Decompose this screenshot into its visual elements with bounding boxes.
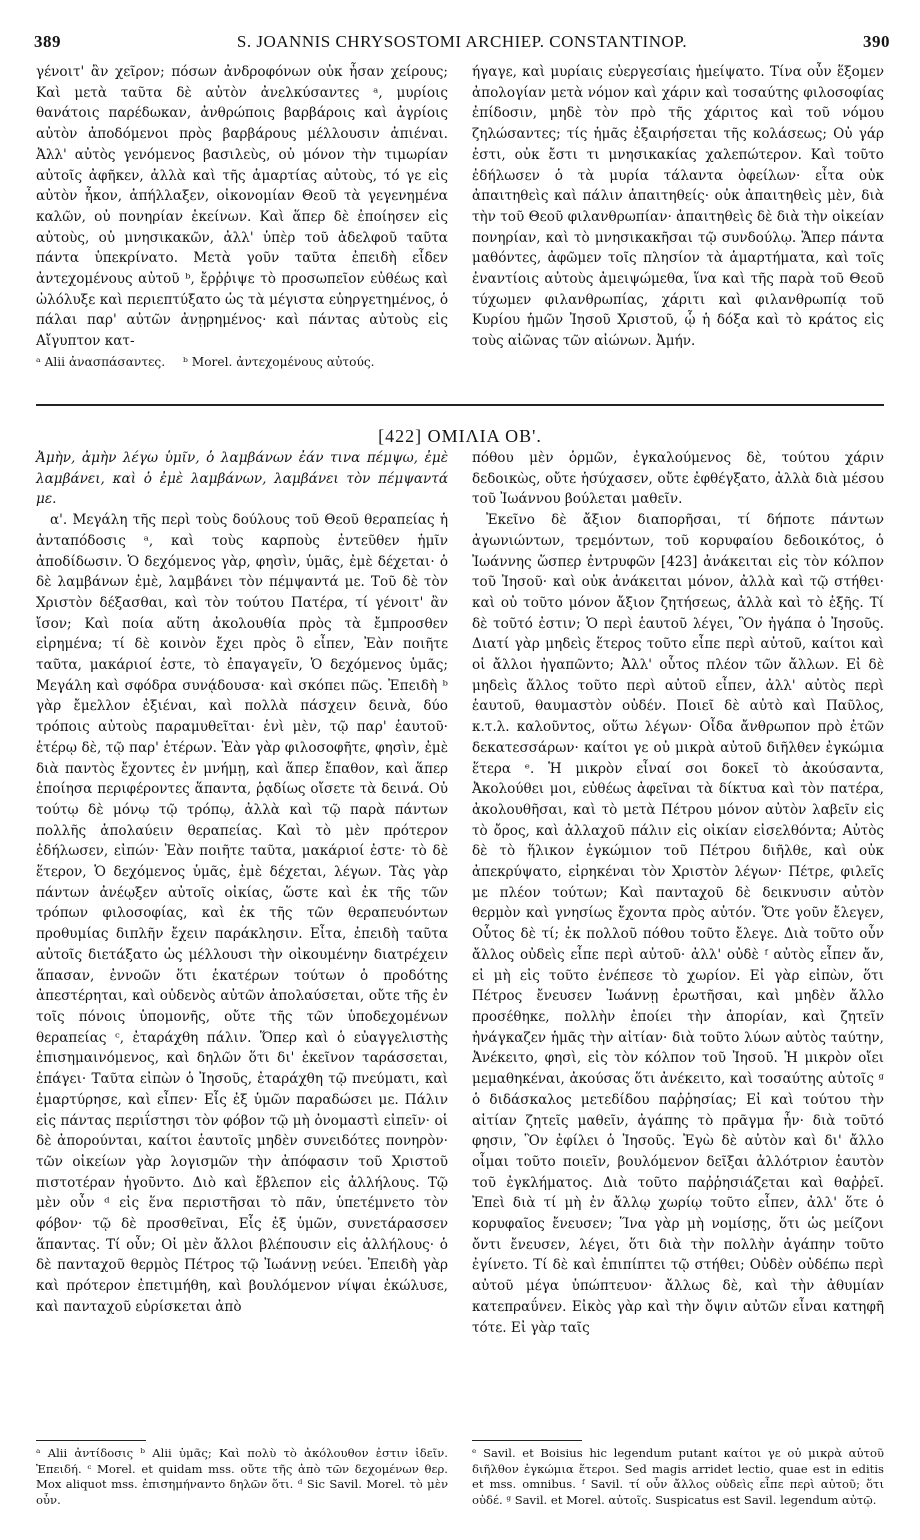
paragraph: α'. Μεγάλη τῆς περὶ τοὺς δούλους τοῦ Θεοῦ θεραπείας ἡ ἀνταπόδοσις ᵃ, καὶ τοὺς καρποὺς ἐντεῦθεν ἡμῖν ἀποδίδωσιν. Ὁ δεχόμενος γὰρ, φησὶν, ὑμᾶς, ἐμὲ δέχεται· ὁ δὲ λαμβάνων ἐμὲ, λαμβάνει τὸν πέμψαντά με. Τοῦ δὲ τὸν Χριστὸν δέξασθαι, καὶ τὸν τούτου Πατέρα, τί γένοιτ' ἂν ἴσον; Καὶ ποία αὕτη ἀκολουθία πρὸς τὰ ἔμπροσθεν εἰρημένα; τί δὲ κοινὸν ἔχει πρὸς ὃ εἶπεν, Ἐὰν ποιῆτε ταῦτα, μακάριοί ἐστε, τὸ ἐπαγαγεῖν, Ὁ δεχόμενος ὑμᾶς; Μεγάλη καὶ σφόδρα συνᾴδουσα· καὶ σκόπει πῶς. Ἐπειδὴ ᵇ γὰρ ἔμελλον ἐξιέναι, καὶ πολλὰ πάσχειν δεινὰ, δύο τρόποις αὐτοὺς παραμυθεῖται· ἑνὶ μὲν, τῷ παρ' ἑαυτοῦ· ἑτέρῳ δὲ, τῷ παρ' ἑτέρων. Ἐὰν γὰρ φιλοσοφῆτε, φησὶν, ἐμὲ διὰ παντὸς ἔχοντες ἐν μνήμῃ, καὶ ἅπερ ἔπαθον, καὶ ἅπερ ἐποίησα περιφέροντες ἅπαντα, ῥᾳδίως οἴσετε τὰ δεινά. Οὐ τούτῳ δὲ μόνῳ τῷ τρόπῳ, ἀλλὰ καὶ τῷ παρὰ πάντων πολλῆς ἀπολαύειν θεραπείας. Καὶ τὸ μὲν πρότερον ἐδήλωσεν, εἰπών· Ἐὰν ποιῆτε ταῦτα, μακάριοί ἐστε· τὸ δὲ ἕτερον, Ὁ δεχόμενος ὑμᾶς, ἐμὲ δέχεται, λέγων. Τὰς γὰρ πάντων ἀνέῳξεν αὐτοῖς οἰκίας, ὥστε καὶ ἐκ τῆς τῶν τρόπων φιλοσοφίας, καὶ ἐκ τῆς τῶν θεραπευόντων προθυμίας διπλῆν ἔχειν παράκλησιν. Εἶτα, ἐπειδὴ ταῦτα αὐτοῖς διετάξατο ὡς μέλλουσι τὴν οἰκουμένην διατρέχειν ἅπασαν, ἐννοῶν ὅτι ἑκατέρων τούτων ὁ προδότης ἀπεστέρηται, καὶ οὐδενὸς αὐτῶν ἀπολαύσεται, οὔτε τῆς ἐν τοῖς πόνοις ὑπομονῆς, οὔτε τῆς τῶν ὑποδεχομένων θεραπείας ᶜ, ἐταράχθη πάλιν. Ὅπερ καὶ ὁ εὐαγγελιστὴς ἐπισημαινόμενος, καὶ δηλῶν ὅτι δι' ἐκεῖνον ταράσσεται, ἐπάγει· Ταῦτα εἰπὼν ὁ Ἰησοῦς, ἐταράχθη τῷ πνεύματι, καὶ ἐμαρτύρησε, καὶ εἶπεν· Εἷς ἐξ ὑμῶν παραδώσει με. Πάλιν εἰς πάντας περιΐστησι τὸν φόβον τῷ μὴ ὀνομαστὶ εἰπεῖν· οἱ δὲ ἀπορούνται, καίτοι ἑαυτοῖς μηδὲν συνειδότες πονηρὸν· τῶν οἰκείων γὰρ λογισμῶν τὴν ἀπόφασιν τοῦ Χριστοῦ πιστοτέραν ἡγοῦντο. Διὸ καὶ ἔβλεπον εἰς ἀλλήλους. Τῷ μὲν οὖν ᵈ εἰς ἕνα περιστῆσαι τὸ πᾶν, ὑπετέμνετο τὸν φόβον· τῷ δὲ προσθεῖναι, Εἷς ἐξ ὑμῶν, συνετάρασσεν ἅπαντας. Τί οὖν; Οἱ μὲν ἄλλοι βλέπουσιν εἰς ἀλλήλους· ὁ δὲ πανταχοῦ θερμὸς Πέτρος τῷ Ἰωάννῃ νεύει. Ἐπειδὴ γὰρ καὶ πρότερον ἐπετιμήθη, καὶ βουλόμενον νίψαι ἐκώλυσε, καὶ πανταχοῦ εὑρίσκεται ἀπὸ <box>36 512 448 1315</box>
page-header <box>34 32 890 54</box>
paragraph: Ἐκεῖνο δὲ ἄξιον διαπορῆσαι, τί δήποτε πάντων ἀγωνιώντων, τρεμόντων, τοῦ κορυφαίου δεδοικότος, ὁ Ἰωάννης ὥσπερ ἐντρυφῶν [423] ἀνάκειται εἰς τὸν κόλπον τοῦ Ἰησοῦ· καὶ οὐκ ἀνάκειται μόνον, ἀλλὰ καὶ τῷ στήθει· καὶ οὐ τοῦτο μόνον ἄξιον ζητήσεως, ἀλλὰ καὶ τὸ ἑξῆς. Τί δὲ τοῦτό ἐστιν; Ὁ περὶ ἑαυτοῦ λέγει, Ὃν ἠγάπα ὁ Ἰησοῦς. Διατί γὰρ μηδεὶς ἕτερος τοῦτο εἶπε περὶ αὐτοῦ, καίτοι καὶ οἱ ἄλλοι ἠγαπῶντο; Ἀλλ' οὗτος πλέον τῶν ἄλλων. Εἰ δὲ μηδεὶς ἄλλος τοῦτο περὶ αὐτοῦ εἶπεν, ἀλλ' αὐτὸς περὶ ἑαυτοῦ, θαυμαστὸν οὐδέν. Ποιεῖ δὲ αὐτὸ καὶ Παῦλος, κ.τ.λ. καλοῦντος, οὕτω λέγων· Οἶδα ἄνθρωπον πρὸ ἐτῶν δεκατεσσάρων· καίτοι γε οὐ μικρὰ αὐτοῦ διῆλθεν ἐγκώμια ἕτερα ᵉ. Ἡ μικρὸν εἶναί σοι δοκεῖ τὸ ἀκούσαντα, Ἀκολούθει μοι, εὐθέως ἀφεῖναι τὰ δίκτυα καὶ τὸν πατέρα, ἀκολουθῆσαι, καὶ τὸ μετὰ Πέτρου μόνον αὐτὸν λαβεῖν εἰς τὸ ὄρος, καὶ ἀλλαχοῦ πάλιν εἰς οἰκίαν εἰσελθόντα; Αὐτὸς δὲ τὸ ἥλικον ἐγκώμιον τοῦ Πέτρου διῆλθε, καὶ οὐκ ἀπεκρύψατο, εἰρηκέναι τὸν Χριστὸν λέγων· Πέτρε, φιλεῖς με πλέον τούτων; Καὶ πανταχοῦ δὲ δεικνυσιν αὐτὸν θερμὸν καὶ γνησίως ἔχοντα πρὸς αὐτόν. Ὅτε γοῦν ἔλεγεν, Οὗτος δὲ τί; ἐκ πολλοῦ πόθου τοῦτο ἔλεγε. Διὰ τοῦτο οὖν ἄλλος οὐδεὶς εἶπε περὶ αὐτοῦ· ἀλλ' οὐδὲ ᶠ αὐτὸς εἶπεν ἄν, εἰ μὴ εἰς τοῦτο ἐνέπεσε τὸ χωρίον. Εἰ γὰρ εἰπὼν, ὅτι Πέτρος ἔνευσεν Ἰωάννῃ ἐρωτῆσαι, καὶ μηδὲν ἄλλο προσέθηκε, πολλὴν ἐποίει τὴν ἀπορίαν, καὶ ζητεῖν ἠνάγκαζεν ἡμᾶς τὴν αἰτίαν· διὰ τοῦτο λύων αὐτὸς ταύτην, Ἀνέκειτο, φησὶ, εἰς τὸν κόλπον τοῦ Ἰησοῦ. Ἡ μικρὸν οἴει μεμαθηκέναι, ἀκούσας ὅτι ἀνέκειτο, καὶ τοσαύτης αὐτοῖς ᵍ ὁ διδάσκαλος μετεδίδου παῤῥησίας; Εἰ καὶ τούτου τὴν αἰτίαν ζητεῖς μαθεῖν, ἀγάπης τὸ πρᾶγμα ἦν· διὰ τοῦτό φησιν, Ὃν ἐφίλει ὁ Ἰησοῦς. Ἐγὼ δὲ αὐτὸν καὶ δι' ἄλλο οἶμαι τοῦτο ποιεῖν, βουλόμενον δεῖξαι ἀλλότριον ἑαυτὸν τοῦ ἐγκλήματος. Διὰ τοῦτο παῤῥησιάζεται καὶ θαῤῥεῖ. Ἐπεὶ διὰ τί μὴ ἐν ἄλλῳ χωρίῳ τοῦτο εἶπεν, ἀλλ' ὅτε ὁ κορυφαῖος ἔνευσεν; Ἵνα γὰρ μὴ νομίσῃς, ὅτι ὡς μείζονι ὄντι ἔνευσεν, λέγει, ὅτι διὰ τὴν πολλὴν ἀγάπην τοῦτο ἐγίνετο. Τί δὲ καὶ ἐπιπίπτει τῷ στήθει; Οὐδὲν οὐδέπω περὶ αὐτοῦ μέγα ὑπώπτευον· ἄλλως δὲ, καὶ τὴν ἀθυμίαν κατεπραΰνεν. Εἰκὸς γὰρ καὶ τὴν ὄψιν αὐτῶν εἶναι κατηφῆ τότε. Εἰ γὰρ ταῖς <box>472 512 884 1336</box>
footnote-b: ᵇ Morel. ἀντεχομένους αὐτούς. <box>182 354 375 369</box>
footnote-rule-right <box>472 1440 582 1441</box>
top-right-text: ήγαγε, καὶ μυρίαις εὐεργεσίαις ἠμείψατο. Τίνα οὖν ἕξομεν ἀπολογίαν μετὰ νόμον καὶ χάριν καὶ τοσαύτης φιλοσοφίας ἐπίδοσιν, μηδὲ τὸν πρὸ τῆς χάριτος καὶ τοῦ νόμου ζηλώσαντες; τίς ἡμᾶς ἐξαιρήσεται τῆς κολάσεως; Οὐ γάρ ἐστι, οὐκ ἔστι τι μνησικακίας χαλεπώτερον. Καὶ τοῦτο ἐδήλωσεν ὁ τὰ μυρία τάλαντα ὀφείλων· εἶτα οὐκ ἀπαιτηθεὶς καὶ πάλιν ἀπαιτηθείς· οὐκ ἀπαιτηθεὶς μὲν, διὰ τὴν τοῦ Θεοῦ φιλανθρωπίαν· ἀπαιτηθεὶς δὲ διὰ τὴν οἰκείαν πονηρίαν, καὶ τὸ μνησικακῆσαι τῷ συνδούλῳ. Ἅπερ πάντα μαθόντες, ἀφῶμεν τοῖς πλησίον τὰ ἁμαρτήματα, καὶ τοῖς ἐναντίοις αὐτοὺς ἀμειψώμεθα, ἵνα καὶ τῆς παρὰ τοῦ Θεοῦ τύχωμεν φιλανθρωπίας, χάριτι καὶ φιλανθρωπίᾳ τοῦ Κυρίου ἡμῶν Ἰησοῦ Χριστοῦ, ᾧ ἡ δόξα καὶ τὸ κράτος εἰς τοὺς αἰῶνας τῶν αἰώνων. Ἀμήν. <box>472 64 884 350</box>
top-left-column <box>36 62 448 370</box>
footnotes-left: ᵃ Alii ἀντίδοσις ᵇ Alii ὑμᾶς; Καὶ πολὺ τὸ ἀκόλουθον ἐστιν ἰδεῖν. Ἐπειδή. ᶜ Morel. et quidam mss. οὔτε τῆς ἀπὸ τῶν δεχομένων θερ. Mox aliquot mss. ἐπισημήναντο δηλῶν ὅτι. ᵈ Sic Savil. Morel. τὸ μὲν οὖν. <box>36 1446 448 1507</box>
top-left-footnotes <box>36 354 448 370</box>
lemma: Ἀμὴν, ἀμὴν λέγω ὑμῖν, ὁ λαμβάνων ἐάν τινα πέμψω, ἐμὲ λαμβάνει, καὶ ὁ ἐμὲ λαμβάνων, λαμβάνει τὸν πέμψαντά με. <box>36 450 448 508</box>
footnote-rule-left <box>36 1440 146 1441</box>
main-left-column <box>36 448 448 1318</box>
main-right-column <box>472 448 884 1338</box>
page-number-right: 390 <box>863 32 890 51</box>
top-left-text: γένοιτ' ἂν χεῖρον; πόσων ἀνδροφόνων οὐκ ἦσαν χείρους; Καὶ μετὰ ταῦτα δὲ αὐτὸν ἀνελκύσαντες ᵃ, μυρίοις θανάτοις παρέδωκαν, ἀνθρώποις βαρβάροις καὶ ἀγρίοις αὐτὸν ἀποδόμενοι πρὸς βαρβάρους μέλλουσιν ἀπιέναι. Ἀλλ' αὐτὸς γενόμενος βασιλεὺς, οὐ μόνον τὴν τιμωρίαν αὐτοῖς ἀφῆκεν, ἀλλὰ καὶ τῆς ἁμαρτίας αὐτοὺς, τό γε εἰς αὐτὸν ἧκον, ἀπήλλαξεν, οἰκονομίαν Θεοῦ τὰ γεγενημένα καλῶν, οὐ πονηρίαν ἐκείνων. Καὶ ἅπερ δὲ ἐποίησεν εἰς αὐτοὺς, οὐ μνησικακῶν, ἀλλ' ὑπὲρ τοῦ ἀδελφοῦ ταῦτα πάντα ὑπεκρίνατο. Μετὰ γοῦν ταῦτα ἐπειδὴ εἶδεν ἀντεχομένους αὐτοῦ ᵇ, ἔρῤῥιψε τὸ προσωπεῖον εὐθέως καὶ ὠλόλυξε καὶ περιεπτύξατο ὡς τὰ μέγιστα εὐηργετημένος, ὁ πάλαι παρ' αὐτῶν ἀνῃρημένος· καὶ πάντας αὐτοὺς εἰς Αἴγυπτον κατ- <box>36 64 448 350</box>
footnote-a: ᵃ Alii ἀνασπάσαντες. <box>36 354 166 369</box>
page-number-left: 389 <box>34 32 61 51</box>
top-right-column <box>472 62 884 352</box>
section-divider <box>36 404 884 406</box>
footnotes-right: ᵉ Savil. et Boisius hic legendum putant καίτοι γε οὐ μικρὰ αὐτοῦ διῆλθον ἐγκώμια ἕτεροι. Sed magis arridet lectio, quae est in editis et mss. omnibus. ᶠ Savil. τί οὖν ἄλλος οὐδεὶς εἶπε περὶ αὐτοῦ; ὅτι οὐδέ. ᵍ Savil. et Morel. αὐτοῖς. Suspicatus est Savil. legendum αὐτῷ. <box>472 1446 884 1507</box>
paragraph: πόθου μὲν ὁρμῶν, ἐγκαλούμενος δὲ, τούτου χάριν δεδοικὼς, οὔτε ἡσύχασεν, οὔτε ἐφθέγξατο, ἀλλὰ διὰ μέσου τοῦ Ἰωάννου βούλεται μαθεῖν. <box>472 450 884 508</box>
homily-title: [422] ΟΜΙΛΙΑ ΟΒ'. <box>378 426 542 446</box>
running-title: S. JOANNIS CHRYSOSTOMI ARCHIEP. CONSTANTINOP. <box>236 32 688 51</box>
